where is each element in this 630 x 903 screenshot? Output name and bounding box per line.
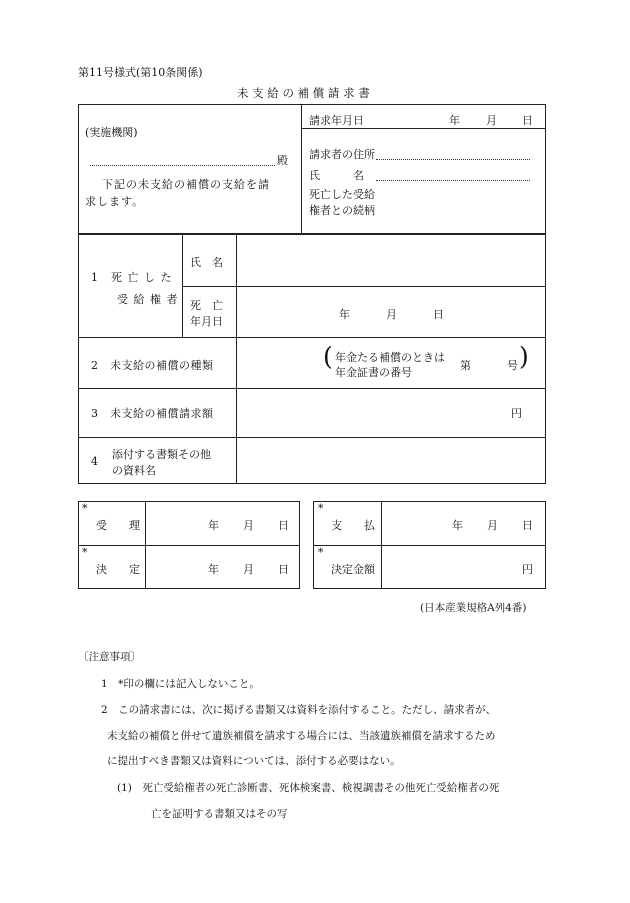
request-date-label: 請求年月日 [309,114,364,127]
pension-dai: 第 [460,359,471,372]
request-line1: 下記の未支給の補償の支給を請 [102,178,270,191]
paid-year: 年 [452,519,463,532]
paid-day: 日 [522,519,533,532]
honorific: 殿 [277,154,288,167]
form-title: 未 支 給 の 補 償 請 求 書 [237,86,370,100]
request-year: 年 [449,114,460,127]
relation-label-line1: 死亡した受給 [309,188,375,201]
deceased-name-label: 氏 名 [190,256,223,269]
note-item1: 1 *印の欄には記入しないこと。 [101,678,260,690]
death-date-label-line1: 死 亡 [190,299,223,312]
note-item2-line2: 未支給の補償と併せて遺族補償を請求する場合には、当該遺族補償を請求するため [107,730,496,742]
received-month: 月 [243,519,254,532]
decided-year: 年 [208,563,219,576]
pension-go: 号 [507,359,518,372]
pension-note-line1: 年金たる補償のときは [335,351,445,364]
right-bracket: ) [519,342,529,371]
received-label: 受 理 [96,519,140,532]
note-sub1-line1: (1) 死亡受給権者の死亡診断書、死体検案書、検視調書その他死亡受給権者の死 [117,782,500,794]
attachments-label-line1: 添付する書類その他 [112,448,211,461]
request-month: 月 [486,114,497,127]
decided-amount-yen: 円 [522,563,533,576]
asterisk: * [82,502,88,515]
paid-month: 月 [487,519,498,532]
deceased-label-line1: 1 死 亡 し た [91,271,173,284]
note-item2-line3: に提出すべき書類又は資料については、添付する必要はない。 [107,755,401,767]
pension-note-line2: 年金証書の番号 [335,366,412,379]
received-day: 日 [278,519,289,532]
claim-amount-yen: 円 [511,407,522,420]
paid-label: 支 払 [331,519,375,532]
request-line2: 求します。 [85,195,145,208]
decided-amount-label: 決定金額 [331,563,375,576]
benefit-type-label: 2 未支給の補償の種類 [91,359,214,372]
note-sub1-line2: 亡を証明する書類又はその写 [151,808,288,820]
attachments-num: 4 [91,455,98,468]
asterisk: * [82,546,88,559]
paper-size: (日本産業規格A列4番) [420,602,527,614]
death-date-label-line2: 年月日 [190,315,223,328]
left-bracket: ( [323,342,333,371]
received-year: 年 [208,519,219,532]
agency-label: (実施機関) [85,126,138,139]
asterisk: * [318,546,324,559]
decided-label: 決 定 [96,563,140,576]
notes-heading: 〔注意事項〕 [78,651,141,663]
agency-field[interactable] [90,165,275,166]
deceased-label-line2: 受 給 権 者 [117,293,179,306]
applicant-name-field[interactable] [376,180,530,181]
death-month: 月 [386,308,397,321]
death-day: 日 [433,308,444,321]
relation-label-line2: 権者との続柄 [309,204,375,217]
asterisk: * [318,502,324,515]
attachments-label-line2: の資料名 [112,464,156,477]
decided-month: 月 [243,563,254,576]
decided-day: 日 [278,563,289,576]
claim-amount-label: 3 未支給の補償請求額 [91,407,214,420]
applicant-name-label: 氏 名 [309,169,364,182]
request-day: 日 [522,114,533,127]
address-field[interactable] [376,159,530,160]
address-label: 請求者の住所 [309,148,375,161]
death-year: 年 [339,308,350,321]
form-number: 第11号様式(第10条関係) [78,66,203,79]
note-item2-line1: 2 この請求書には、次に掲げる書類又は資料を添付すること。ただし、請求者が、 [101,704,497,716]
